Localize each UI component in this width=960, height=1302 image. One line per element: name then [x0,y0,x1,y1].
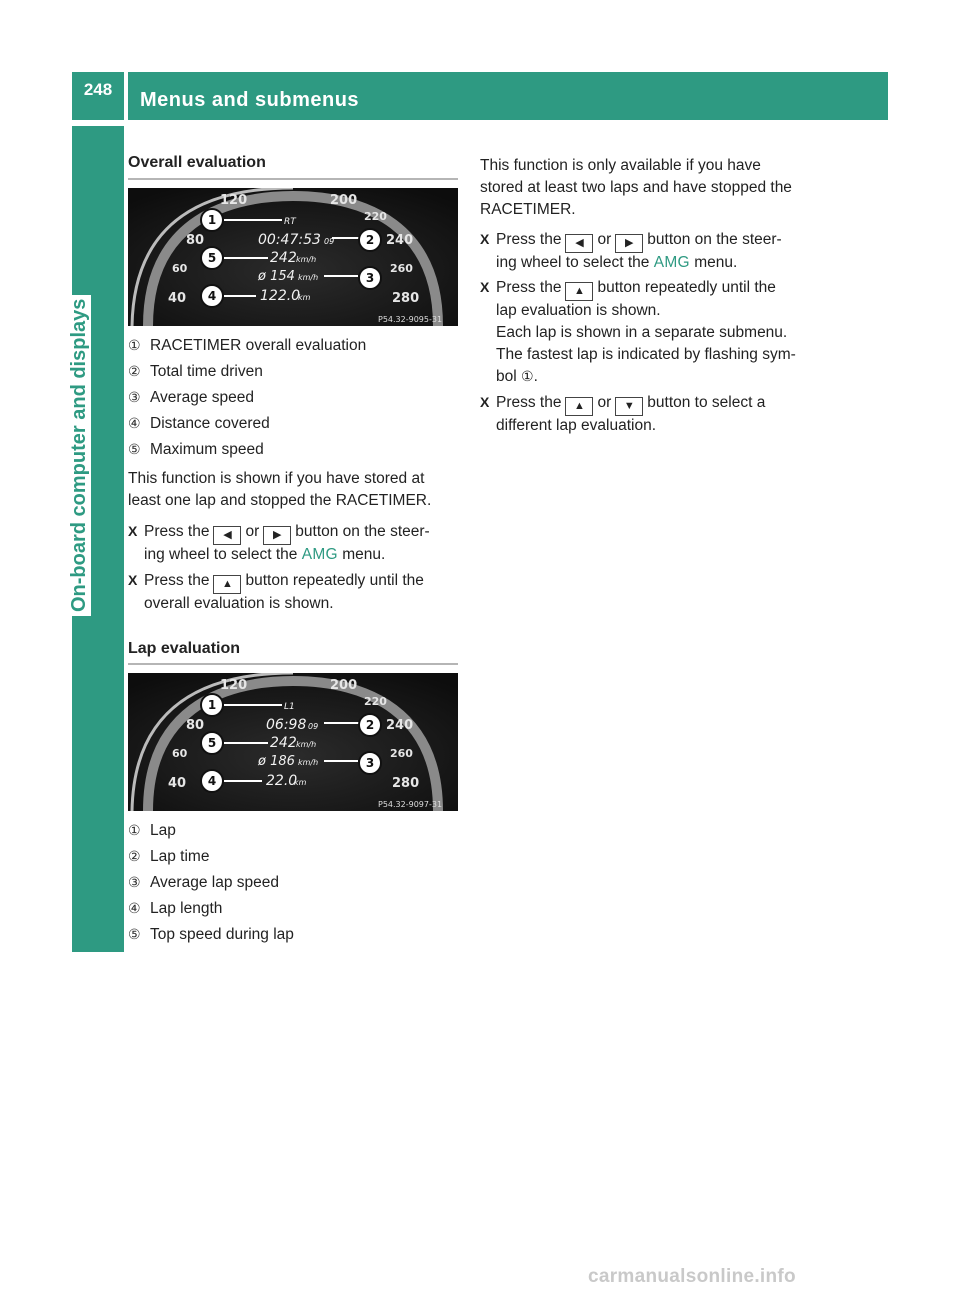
lap-heading: Lap evaluation [128,640,241,657]
right-button-icon: ▶ [263,526,291,545]
gauge-280: 280 [392,291,420,306]
legend-num: ③ [128,874,141,890]
gauge-60: 60 [172,262,188,275]
right-step-2-line: Each lap is shown in a separate submenu. [496,324,788,341]
legend-item [128,871,279,894]
overall-paragraph-line: This function is shown if you have stored at [128,470,425,487]
legend-item [128,819,176,842]
dash-dist: 22.0 [266,773,298,789]
dash-avg-unit: km/h [298,273,319,282]
overall-dashboard-image [128,188,458,326]
legend-text: Average lap speed [150,874,279,891]
callout-5: 5 [207,251,217,265]
gauge-260: 260 [390,262,413,275]
gauge-120: 120 [220,193,248,208]
legend-text: Lap length [150,900,223,917]
image-ref: P54.32-9097-31 [378,800,443,809]
dash-max-unit: km/h [296,255,317,264]
lap-dashboard-image [128,673,458,811]
header-title: Menus and submenus [140,89,360,111]
legend-item [128,360,263,383]
dash-avg-unit: km/h [298,758,319,767]
left-button-icon: ◀ [565,234,593,253]
gauge-60: 60 [172,747,188,760]
legend-text: Total time driven [150,363,263,380]
callout-4: 4 [207,289,217,303]
legend-text: RACETIMER overall evaluation [150,337,367,354]
legend-item [128,438,264,461]
legend-num: ⑤ [128,926,141,942]
dash-avg: ø 154 [258,269,295,284]
step-marker: X [480,231,490,247]
callout-4: 4 [207,774,217,788]
legend-num: ① [128,822,141,838]
dash-lap: L1 [284,702,295,712]
dash-dist-unit: km [294,778,307,787]
right-button-icon: ▶ [615,234,643,253]
watermark: carmanualsonline.info [588,1266,796,1287]
overall-rule [128,178,458,180]
dash-max: 242 [270,250,297,266]
gauge-240: 240 [386,718,414,733]
gauge-220: 220 [364,695,387,708]
callout-3: 3 [365,271,375,285]
dash-dist-unit: km [298,293,311,302]
gauge-120: 120 [220,678,248,693]
gauge-80: 80 [186,233,205,248]
gauge-200: 200 [330,678,358,693]
legend-text: Average speed [150,389,254,406]
amg-menu-label: AMG [301,546,338,563]
overall-heading: Overall evaluation [128,154,266,171]
legend-num: ② [128,848,141,864]
step-marker: X [480,279,490,295]
legend-text: Lap time [150,848,210,865]
right-paragraph-line: This function is only available if you have [480,157,761,174]
gauge-260: 260 [390,747,413,760]
right-paragraph-line: stored at least two laps and have stopped the [480,179,792,196]
down-button-icon: ▼ [615,397,643,416]
overall-paragraph-line: least one lap and stopped the RACETIMER. [128,492,432,509]
step-marker: X [128,572,138,588]
up-button-icon: ▲ [565,397,593,416]
right-step-1-cont: ing wheel to select the AMG menu. [496,254,738,271]
legend-text: Lap [150,822,176,839]
gauge-40: 40 [168,291,187,306]
step-marker: X [128,523,138,539]
callout-2: 2 [365,718,375,732]
symbol-1: ① [521,368,534,384]
legend-num: ④ [128,415,141,431]
gauge-40: 40 [168,776,187,791]
legend-num: ① [128,337,141,353]
overall-step-1-cont: ing wheel to select the AMG menu. [144,546,386,563]
gauge-240: 240 [386,233,414,248]
dash-time-sub: 09 [308,722,319,731]
gauge-280: 280 [392,776,420,791]
legend-item [128,412,270,435]
callout-3: 3 [365,756,375,770]
right-step-2-line: The fastest lap is indicated by flashing sym- [496,346,796,363]
up-button-icon: ▲ [565,282,593,301]
legend-text: Distance covered [150,415,270,432]
legend-num: ⑤ [128,441,141,457]
right-step-3-cont: different lap evaluation. [496,417,656,434]
legend-text: Maximum speed [150,441,264,458]
callout-1: 1 [207,213,217,227]
gauge-80: 80 [186,718,205,733]
dash-max-unit: km/h [296,740,317,749]
legend-num: ③ [128,389,141,405]
step-marker: X [480,394,490,410]
dash-time: 06:98 [266,717,307,733]
legend-item [128,897,222,920]
right-step-2-line: bol ①. [496,368,538,385]
dash-rt: RT [284,217,296,227]
dash-dist: 122.0 [260,288,301,304]
right-step-2-line: lap evaluation is shown. [496,302,661,319]
dash-max: 242 [270,735,297,751]
amg-menu-label: AMG [653,254,690,271]
right-paragraph-line: RACETIMER. [480,201,576,218]
left-button-icon: ◀ [213,526,241,545]
dash-avg: ø 186 [258,754,295,769]
gauge-220: 220 [364,210,387,223]
callout-5: 5 [207,736,217,750]
legend-item [128,845,209,868]
legend-item [128,923,294,946]
legend-num: ② [128,363,141,379]
legend-text: Top speed during lap [150,926,294,943]
legend-item [128,334,366,357]
dash-time: 00:47:53 [258,232,321,248]
gauge-200: 200 [330,193,358,208]
callout-2: 2 [365,233,375,247]
legend-item [128,386,254,409]
image-ref: P54.32-9095-31 [378,315,443,324]
legend-num: ④ [128,900,141,916]
overall-step-2-cont: overall evaluation is shown. [144,595,334,612]
page-number: 248 [83,80,113,99]
side-label: On-board computer and displays [68,295,91,616]
up-button-icon: ▲ [213,575,241,594]
lap-rule [128,663,458,665]
dash-time-sub: 09 [324,237,335,246]
callout-1: 1 [207,698,217,712]
